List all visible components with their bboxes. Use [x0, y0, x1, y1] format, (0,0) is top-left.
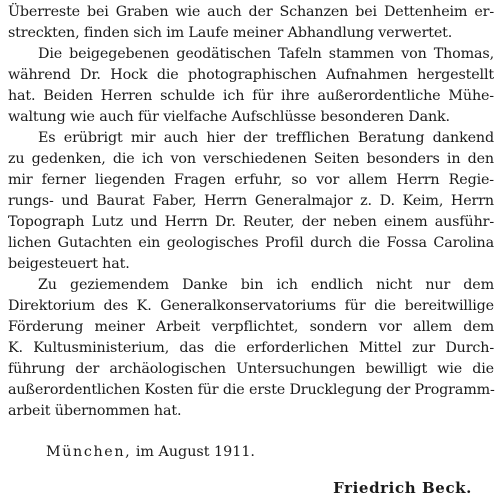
text-line: Zu geziemendem Danke bin ich endlich nicht nur dem: [38, 277, 494, 293]
paragraph-2: [8, 44, 494, 128]
paragraph-3: [8, 128, 494, 275]
place-name: München,: [46, 444, 132, 460]
text-line: K. Kultusministerium, das die erforderlichen Mittel zur Durch-: [8, 340, 494, 356]
text-line: beigesteuert hat.: [8, 256, 130, 272]
author-signature: Friedrich Beck.: [333, 479, 472, 497]
text-line: Überreste bei Graben wie auch der Schanzen bei Dettenheim er-: [8, 4, 494, 20]
text-line: Topograph Lutz und Herrn Dr. Reuter, der neben einem ausführ-: [8, 214, 494, 230]
text-line: führung der archäologischen Untersuchungen bewilligt wie die: [8, 361, 494, 377]
text-line: zu gedenken, die ich von verschiedenen Seiten besonders in den: [8, 151, 494, 167]
text-line: Die beigegebenen geodätischen Tafeln stammen von Thomas,: [38, 46, 494, 62]
text-line: Förderung meiner Arbeit verpflichtet, sondern vor allem dem: [8, 319, 494, 335]
date-text: im August 1911.: [135, 444, 255, 460]
text-line: Es erübrigt mir auch hier der trefflichen Beratung dankend: [38, 130, 494, 146]
text-line: mir ferner liegenden Fragen erfuhr, so vor allem Herrn Regie-: [8, 172, 494, 188]
paragraph-1: [8, 2, 494, 44]
text-line: außerordentlichen Kosten für die erste Drucklegung der Programm-: [8, 382, 495, 398]
text-line: arbeit übernommen hat.: [8, 403, 182, 419]
place-date-line: [8, 442, 494, 463]
text-line: waltung wie auch für vielfache Aufschlüsse besonderen Dank.: [8, 109, 450, 125]
paragraph-4: [8, 275, 494, 422]
text-line: hat. Beiden Herren schulde ich für ihre außerordentliche Mühe-: [8, 88, 494, 104]
text-line: Direktorium des K. Generalkonservatoriums für die bereitwillige: [8, 298, 494, 314]
text-line: während Dr. Hock die photographischen Aufnahmen hergestellt: [8, 67, 494, 83]
spacer: [8, 463, 494, 478]
text-line: rungs- und Baurat Faber, Herrn Generalmajor z. D. Keim, Herrn: [8, 193, 494, 209]
document-page: [8, 2, 494, 499]
text-line: streckten, finden sich im Laufe meiner Abhandlung verwertet.: [8, 25, 453, 41]
text-line: lichen Gutachten ein geologisches Profil durch die Fossa Carolina: [8, 235, 494, 251]
spacer: [8, 422, 494, 442]
